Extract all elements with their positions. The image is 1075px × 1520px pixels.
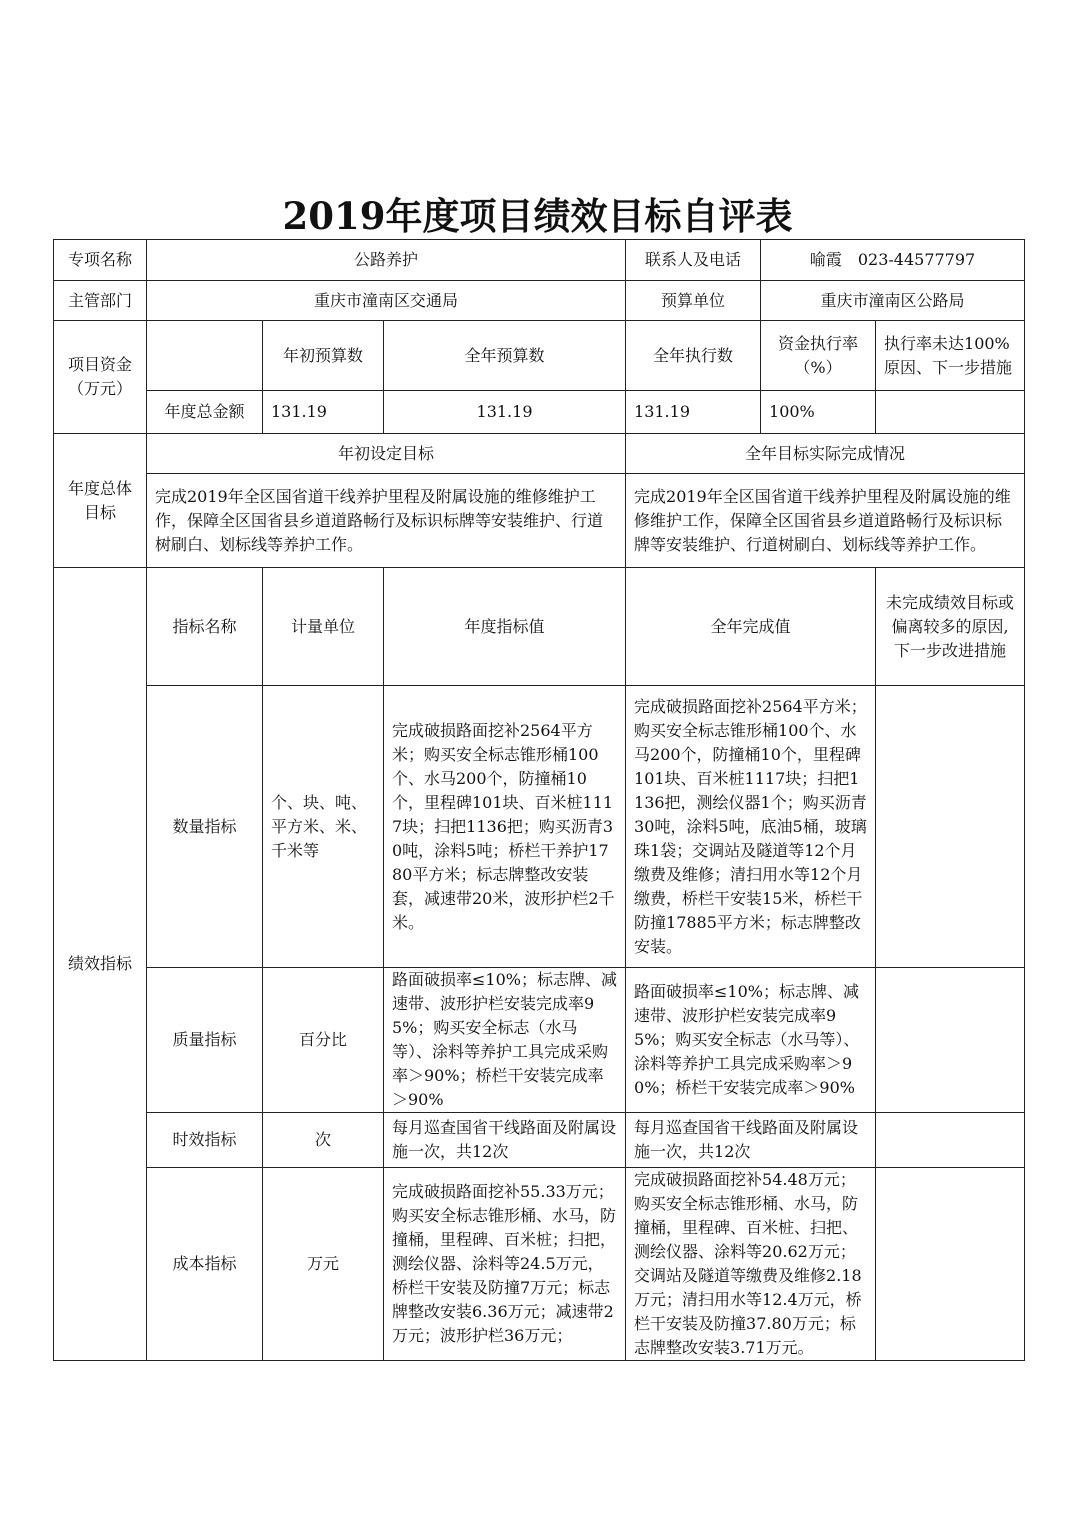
contact-value: 喻霞 023-44577797 (761, 240, 1025, 281)
funds-value: 100% (761, 391, 876, 434)
contact-label: 联系人及电话 (626, 240, 761, 281)
funds-value: 131.19 (263, 391, 384, 434)
table-row (54, 686, 1025, 968)
indicator-actual: 路面破损率≤10%；标志牌、减速带、波形护栏安装完成率95%；购买安全标志（水马等）、涂料等养护工具完成采购率＞90%；桥栏干安装完成率＞90% (626, 968, 876, 1113)
indicator-header: 年度指标值 (384, 568, 626, 686)
budget-unit-label: 预算单位 (626, 281, 761, 321)
indicator-header: 指标名称 (147, 568, 263, 686)
performance-table (53, 239, 1025, 1361)
goals-initial-text: 完成2019年全区国省道干线养护里程及附属设施的维修维护工作，保障全区国省县乡道道路畅行及标识标牌等安装维护、行道树刷白、划标线等养护工作。 (147, 474, 626, 568)
dept-value: 重庆市潼南区交通局 (147, 281, 626, 321)
indicator-unit: 万元 (263, 1168, 384, 1361)
page-title: 2019年度项目绩效目标自评表 (282, 194, 793, 238)
project-name-label: 专项名称 (54, 240, 147, 281)
funds-value (876, 391, 1025, 434)
indicator-target: 完成破损路面挖补2564平方米；购买安全标志锥形桶100个、水马200个，防撞桶10个，里程碑101块、百米桩1117块；扫把1136把；购买沥青30吨，涂料5吨；桥栏干养护1780平方米；标志牌整改安装套，减速带20米，波形护栏2千米。 (384, 686, 626, 968)
indicators-label: 绩效指标 (54, 568, 147, 1361)
indicator-reason (876, 1168, 1025, 1361)
goals-actual-text: 完成2019年全区国省道干线养护里程及附属设施的维修维护工作，保障全区国省县乡道道路畅行及标识标牌等安装维护、行道树刷白、划标线等养护工作。 (626, 474, 1025, 568)
funds-row-label: 年度总金额 (147, 391, 263, 434)
indicator-unit: 个、块、吨、平方米、米、千米等 (263, 686, 384, 968)
indicator-name: 数量指标 (147, 686, 263, 968)
funds-empty-header (147, 321, 263, 391)
funds-value: 131.19 (384, 391, 626, 434)
budget-unit-value: 重庆市潼南区公路局 (761, 281, 1025, 321)
funds-value: 131.19 (626, 391, 761, 434)
funds-header: 年初预算数 (263, 321, 384, 391)
indicator-unit: 百分比 (263, 968, 384, 1113)
table-row (54, 1113, 1025, 1168)
goals-actual-header: 全年目标实际完成情况 (626, 434, 1025, 474)
indicator-actual: 完成破损路面挖补2564平方米；购买安全标志锥形桶100个、水马200个，防撞桶10个，里程碑101块、百米桩1117块；扫把1136把，测绘仪器1个；购买沥青30吨，涂料5吨，底油5桶，玻璃珠1袋；交调站及隧道等12个月缴费及维修；清扫用水等12个月缴费，桥栏干安装15米，桥栏干防撞17885平方米；标志牌整改安装。 (626, 686, 876, 968)
indicator-header: 计量单位 (263, 568, 384, 686)
table-row (54, 968, 1025, 1113)
funds-header: 资金执行率（%） (761, 321, 876, 391)
funds-label: 项目资金（万元） (54, 321, 147, 434)
indicator-actual: 每月巡查国省干线路面及附属设施一次，共12次 (626, 1113, 876, 1168)
project-name-value: 公路养护 (147, 240, 626, 281)
indicator-name: 时效指标 (147, 1113, 263, 1168)
indicator-actual: 完成破损路面挖补54.48万元；购买安全标志锥形桶、水马，防撞桶，里程碑、百米桩、扫把、测绘仪器、涂料等20.62万元；交调站及隧道等缴费及维修2.18万元；清扫用水等12.4万元，桥栏干安装及防撞37.80万元；标志牌整改安装3.71万元。 (626, 1168, 876, 1361)
funds-header: 执行率未达100%原因、下一步措施 (876, 321, 1025, 391)
indicator-name: 质量指标 (147, 968, 263, 1113)
indicator-reason (876, 1113, 1025, 1168)
goals-initial-header: 年初设定目标 (147, 434, 626, 474)
dept-label: 主管部门 (54, 281, 147, 321)
goals-label: 年度总体目标 (54, 434, 147, 568)
indicator-reason (876, 686, 1025, 968)
indicator-target: 路面破损率≤10%；标志牌、减速带、波形护栏安装完成率95%；购买安全标志（水马等）、涂料等养护工具完成采购率＞90%；桥栏干安装完成率＞90% (384, 968, 626, 1113)
indicator-target: 每月巡查国省干线路面及附属设施一次，共12次 (384, 1113, 626, 1168)
indicator-header: 全年完成值 (626, 568, 876, 686)
indicator-unit: 次 (263, 1113, 384, 1168)
table-row (54, 1168, 1025, 1361)
indicator-target: 完成破损路面挖补55.33万元；购买安全标志锥形桶、水马，防撞桶，里程碑、百米桩；扫把，测绘仪器、涂料等24.5万元，桥栏干安装及防撞7万元；标志牌整改安装6.36万元；减速带2万元；波形护栏36万元； (384, 1168, 626, 1361)
indicator-reason (876, 968, 1025, 1113)
funds-header: 全年执行数 (626, 321, 761, 391)
indicator-header: 未完成绩效目标或偏离较多的原因,下一步改进措施 (876, 568, 1025, 686)
funds-header: 全年预算数 (384, 321, 626, 391)
indicator-name: 成本指标 (147, 1168, 263, 1361)
